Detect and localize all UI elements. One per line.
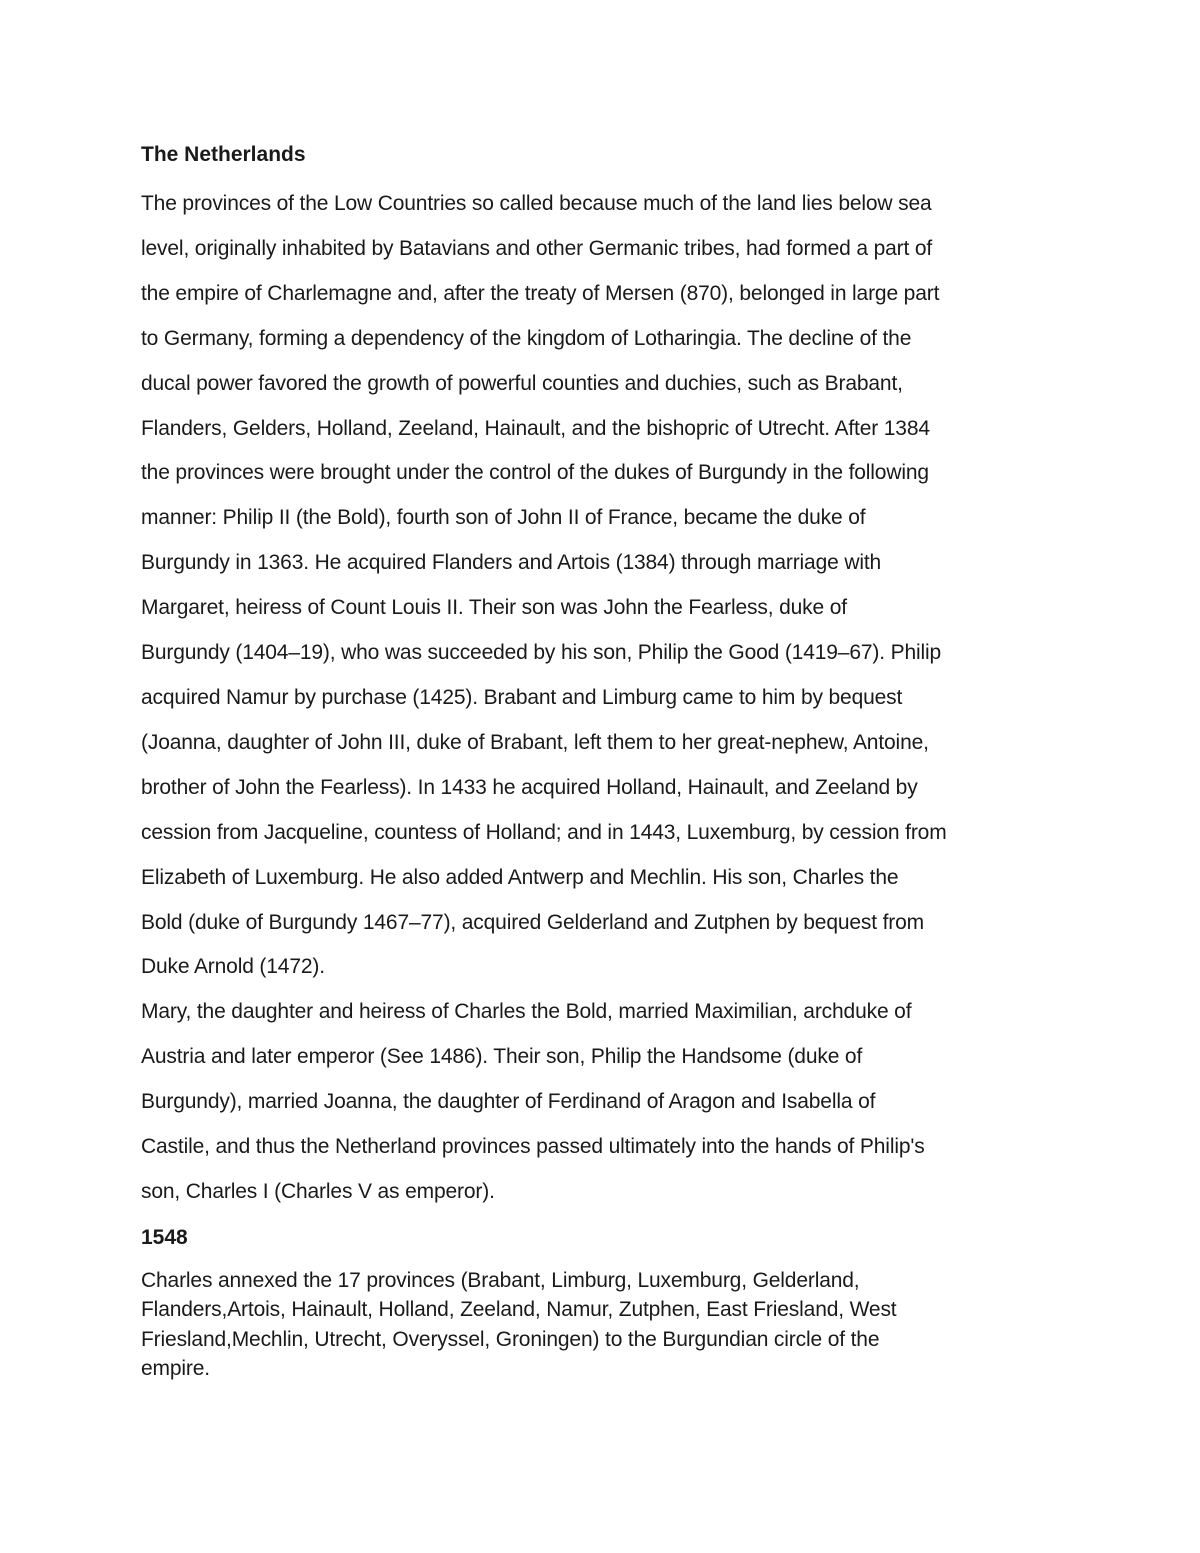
text-line: Duke Arnold (1472). [141,955,325,979]
text-line: brother of John the Fearless). In 1433 he acquired Holland, Hainault, and Zeeland by [141,775,918,799]
text-line: Burgundy (1404–19), who was succeeded by his son, Philip the Good (1419–67). Philip [141,641,942,665]
text-line: cession from Jacqueline, countess of Holland; and in 1443, Luxemburg, by cession from [141,820,947,844]
text-line: Flanders, Gelders, Holland, Zeeland, Hainault, and the bishopric of Utrecht. After 1384 [141,416,930,440]
document-title: The Netherlands [141,143,306,166]
text-line: Charles annexed the 17 provinces (Brabant, Limburg, Luxemburg, Gelderland, [141,1268,860,1292]
text-line: Elizabeth of Luxemburg. He also added Antwerp and Mechlin. His son, Charles the [141,865,899,889]
text-line: manner: Philip II (the Bold), fourth son of John II of France, became the duke of [141,506,866,530]
text-line: ducal power favored the growth of powerful counties and duchies, such as Brabant, [141,371,903,395]
text-line: Friesland,Mechlin, Utrecht, Overyssel, Groningen) to the Burgundian circle of the [141,1327,880,1351]
text-line: (Joanna, daughter of John III, duke of Brabant, left them to her great-nephew, Antoine, [141,730,929,754]
paragraph-history-burgundy [141,182,1066,990]
text-line: Burgundy in 1363. He acquired Flanders and Artois (1384) through marriage with [141,551,882,575]
text-line: son, Charles I (Charles V as emperor). [141,1179,495,1203]
text-line: Flanders,Artois, Hainault, Holland, Zeeland, Namur, Zutphen, East Friesland, West [141,1298,897,1322]
text-line: Bold (duke of Burgundy 1467–77), acquired Gelderland and Zutphen by bequest from [141,910,925,934]
text-line: to Germany, forming a dependency of the kingdom of Lotharingia. The decline of the [141,326,912,350]
text-line: Austria and later emperor (See 1486). Their son, Philip the Handsome (duke of [141,1045,863,1069]
text-line: Mary, the daughter and heiress of Charles the Bold, married Maximilian, archduke of [141,1000,912,1024]
text-line: empire. [141,1357,210,1381]
text-line: the empire of Charlemagne and, after the treaty of Mersen (870), belonged in large part [141,281,940,305]
text-line: level, originally inhabited by Batavians and other Germanic tribes, had formed a part of [141,236,933,260]
text-line: Burgundy), married Joanna, the daughter of Ferdinand of Aragon and Isabella of [141,1090,876,1114]
text-line: Margaret, heiress of Count Louis II. Their son was John the Fearless, duke of [141,596,847,620]
text-line: acquired Namur by purchase (1425). Brabant and Limburg came to him by bequest [141,685,903,709]
text-line: the provinces were brought under the control of the dukes of Burgundy in the following [141,461,929,485]
year-heading: 1548 [141,1225,188,1249]
paragraph-mary-maximilian [141,990,1066,1215]
document-page [141,138,1066,1384]
text-line: Castile, and thus the Netherland provinces passed ultimately into the hands of Philip's [141,1135,925,1159]
paragraph-annexation [141,1266,1066,1384]
text-line: The provinces of the Low Countries so called because much of the land lies below sea [141,192,932,215]
